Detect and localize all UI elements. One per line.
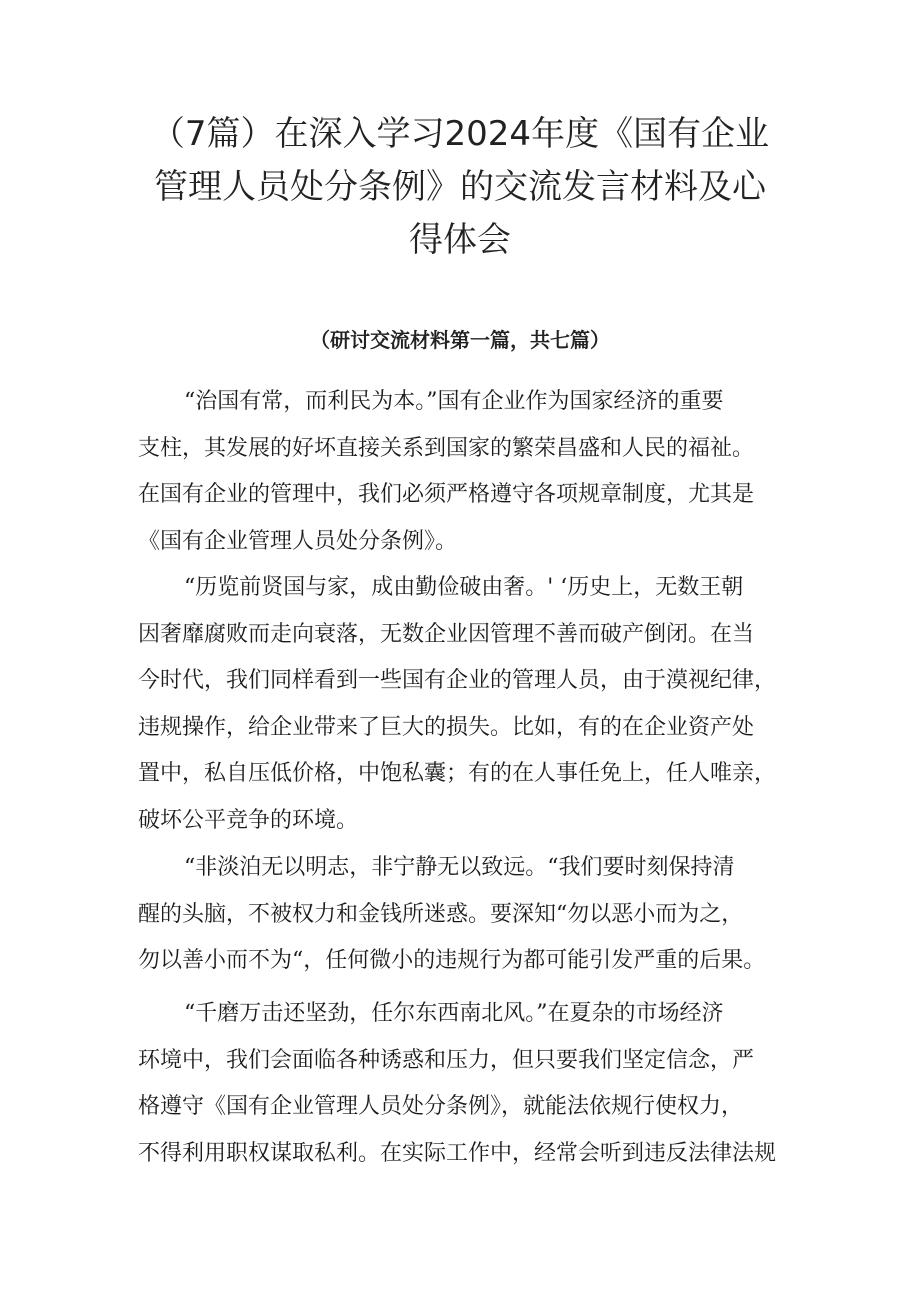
paragraph-line: 不得利用职权谋取私利。在实际工作中，经常会听到违反法律法规 xyxy=(138,1140,777,1166)
paragraph-line: 醒的头脑，不被权力和金钱所迷惑。要深知“勿以恶小而为之， xyxy=(138,901,744,927)
document-subtitle: （研讨交流材料第一篇，共七篇） xyxy=(310,328,610,352)
paragraph-line: “千磨万击还坚劲，任尔东西南北风。”在夏杂的市场经济 xyxy=(184,1001,724,1026)
document-title xyxy=(120,108,800,267)
paragraph-2 xyxy=(138,565,798,844)
paragraph-4 xyxy=(138,991,798,1177)
paragraph-line: 环境中，我们会面临各种诱惑和压力，但只要我们坚定信念，严 xyxy=(138,1047,755,1073)
paragraph-line: 《国有企业管理人员处分条例》。 xyxy=(138,528,458,554)
title-line-3: 得体会 xyxy=(409,220,511,260)
paragraph-line: 破坏公平竞争的环境。 xyxy=(138,807,359,833)
paragraph-line: 今时代，我们同样看到一些国有企业的管理人员，由于漠视纪律， xyxy=(138,668,777,693)
paragraph-line: “治国有常，而利民为本。”国有企业作为国家经济的重要 xyxy=(184,389,724,414)
paragraph-line: “历览前贤国与家，成由勤俭破由奢。' ‘历史上，无数王朝 xyxy=(184,575,744,600)
title-line-1: （7篇）在深入学习2024年度《国有企业 xyxy=(150,114,770,154)
paragraph-line: 违规操作，给企业带来了巨大的损失。比如，有的在企业资产处 xyxy=(138,714,755,740)
paragraph-line: 支柱，其发展的好坏直接关系到国家的繁荣昌盛和人民的福祉。 xyxy=(138,435,755,461)
paragraph-line: 格遵守《国有企业管理人员处分条例》，就能法依规行使权力， xyxy=(138,1094,744,1119)
paragraph-3 xyxy=(138,845,798,985)
paragraph-line: 在国有企业的管理中，我们必须严格遵守各项规章制度，尤其是 xyxy=(138,482,755,507)
paragraph-line: 因奢靡腐败而走向衰落，无数企业因管理不善而破产倒闭。在当 xyxy=(138,621,755,647)
paragraph-line: 勿以善小而不为“，任何微小的违规行为都可能引发严重的后果。 xyxy=(138,948,766,973)
title-line-2: 管理人员处分条例》的交流发言材料及心 xyxy=(154,167,766,207)
paragraph-1 xyxy=(138,379,798,565)
paragraph-line: “非淡泊无以明志，非宁静无以致远。“我们要时刻保持清 xyxy=(184,855,735,880)
paragraph-line: 置中，私自压低价格，中饱私囊；有的在人事任免上，任人唯亲， xyxy=(138,761,777,786)
